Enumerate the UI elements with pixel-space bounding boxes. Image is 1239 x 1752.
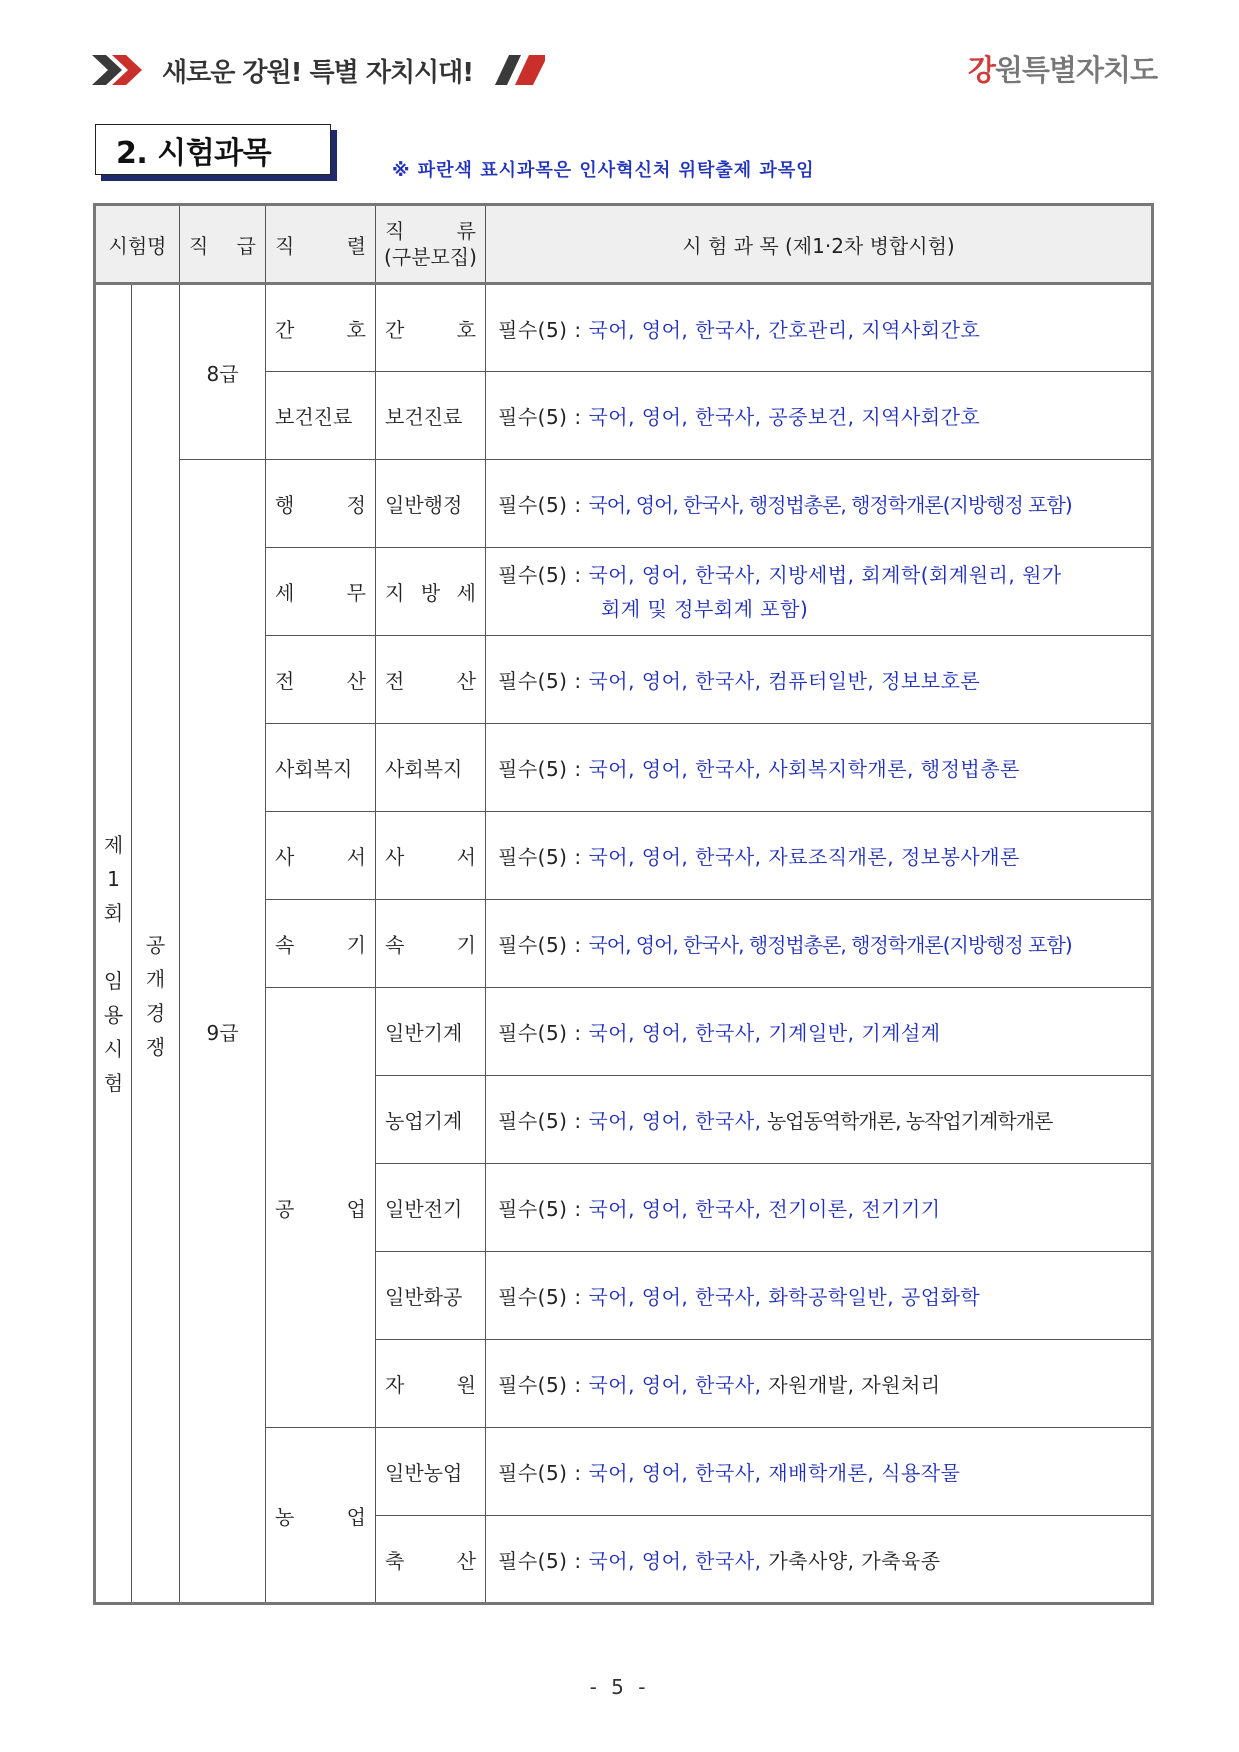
subjects-cell: 필수(5) : 국어, 영어, 한국사, 행정법총론, 행정학개론(지방행정 포함) bbox=[486, 900, 1153, 988]
subjects-cell: 필수(5) : 국어, 영어, 한국사, 기계일반, 기계설계 bbox=[486, 988, 1153, 1076]
class-cell: 사 서 bbox=[376, 812, 486, 900]
subjects-cell: 필수(5) : 국어, 영어, 한국사, 자료조직개론, 정보봉사개론 bbox=[486, 812, 1153, 900]
series-stenographer: 속 기 bbox=[266, 900, 376, 988]
header-grade: 직 급 bbox=[180, 205, 266, 284]
series-tax: 세 무 bbox=[266, 548, 376, 636]
class-cell: 농업기계 bbox=[376, 1076, 486, 1164]
section-title: 2. 시험과목 bbox=[116, 135, 272, 171]
series-industry: 공 업 bbox=[266, 988, 376, 1428]
class-cell: 자 원 bbox=[376, 1340, 486, 1428]
table-row bbox=[95, 284, 1153, 372]
subjects-cell: 필수(5) : 국어, 영어, 한국사, 전기이론, 전기기기 bbox=[486, 1164, 1153, 1252]
class-cell: 일반전기 bbox=[376, 1164, 486, 1252]
class-cell: 축 산 bbox=[376, 1516, 486, 1604]
grade-9: 9급 bbox=[180, 460, 266, 1604]
class-cell: 일반기계 bbox=[376, 988, 486, 1076]
header-slogan-banner bbox=[92, 50, 545, 90]
exam-type-cell: 공 개 경 쟁 bbox=[132, 284, 180, 1604]
subjects-cell: 필수(5) : 국어, 영어, 한국사, 농업동역학개론, 농작업기계학개론 bbox=[486, 1076, 1153, 1164]
table-row bbox=[95, 460, 1153, 548]
left-stripe-logo-icon bbox=[92, 55, 146, 85]
gangwon-logo: 강원특별자치도 bbox=[967, 53, 1157, 87]
table-header-row bbox=[95, 205, 1153, 284]
class-cell: 속 기 bbox=[376, 900, 486, 988]
subjects-cell: 필수(5) : 국어, 영어, 한국사, 공중보건, 지역사회간호 bbox=[486, 372, 1153, 460]
subjects-cell: 필수(5) : 국어, 영어, 한국사, 사회복지학개론, 행정법총론 bbox=[486, 724, 1153, 812]
class-cell: 사회복지 bbox=[376, 724, 486, 812]
subjects-cell: 필수(5) : 국어, 영어, 한국사, 지방세법, 회계학(회계원리, 원가 회계 및 정부회계 포함) bbox=[486, 548, 1153, 636]
header-slogan: 새로운 강원! 특별 자치시대! bbox=[162, 57, 474, 88]
subjects-cell: 필수(5) : 국어, 영어, 한국사, 자원개발, 자원처리 bbox=[486, 1340, 1153, 1428]
class-cell: 일반행정 bbox=[376, 460, 486, 548]
subjects-cell: 필수(5) : 국어, 영어, 한국사, 간호관리, 지역사회간호 bbox=[486, 284, 1153, 372]
class-cell: 간 호 bbox=[376, 284, 486, 372]
subjects-cell: 필수(5) : 국어, 영어, 한국사, 가축사양, 가축육종 bbox=[486, 1516, 1153, 1604]
right-stripe-logo-icon bbox=[489, 55, 545, 85]
subjects-cell: 필수(5) : 국어, 영어, 한국사, 화학공학일반, 공업화학 bbox=[486, 1252, 1153, 1340]
class-cell: 지 방 세 bbox=[376, 548, 486, 636]
subjects-cell: 필수(5) : 국어, 영어, 한국사, 행정법총론, 행정학개론(지방행정 포함) bbox=[486, 460, 1153, 548]
header-exam-name: 시험명 bbox=[95, 205, 180, 284]
series-welfare: 사회복지 bbox=[266, 724, 376, 812]
subjects-cell: 필수(5) : 국어, 영어, 한국사, 재배학개론, 식용작물 bbox=[486, 1428, 1153, 1516]
exam-subjects-table bbox=[93, 203, 1154, 1605]
exam-name-cell: 제 1 회 임 용 시 험 bbox=[95, 284, 132, 1604]
series-health: 보건진료 bbox=[266, 372, 376, 460]
series-admin: 행 정 bbox=[266, 460, 376, 548]
series-agriculture: 농 업 bbox=[266, 1428, 376, 1604]
page-number: - 5 - bbox=[589, 1675, 650, 1699]
class-cell: 일반화공 bbox=[376, 1252, 486, 1340]
series-librarian: 사 서 bbox=[266, 812, 376, 900]
header-subjects: 시 험 과 목 (제1·2차 병합시험) bbox=[486, 205, 1153, 284]
class-cell: 보건진료 bbox=[376, 372, 486, 460]
series-nursing: 간 호 bbox=[266, 284, 376, 372]
class-cell: 일반농업 bbox=[376, 1428, 486, 1516]
series-computer: 전 산 bbox=[266, 636, 376, 724]
subjects-cell: 필수(5) : 국어, 영어, 한국사, 컴퓨터일반, 정보보호론 bbox=[486, 636, 1153, 724]
blue-subject-note: ※ 파란색 표시과목은 인사혁신처 위탁출제 과목임 bbox=[392, 160, 815, 181]
class-cell: 전 산 bbox=[376, 636, 486, 724]
header-series: 직 렬 bbox=[266, 205, 376, 284]
header-class: 직 류 (구분모집) bbox=[376, 205, 486, 284]
section-title-box bbox=[95, 124, 331, 175]
grade-8: 8급 bbox=[180, 284, 266, 460]
